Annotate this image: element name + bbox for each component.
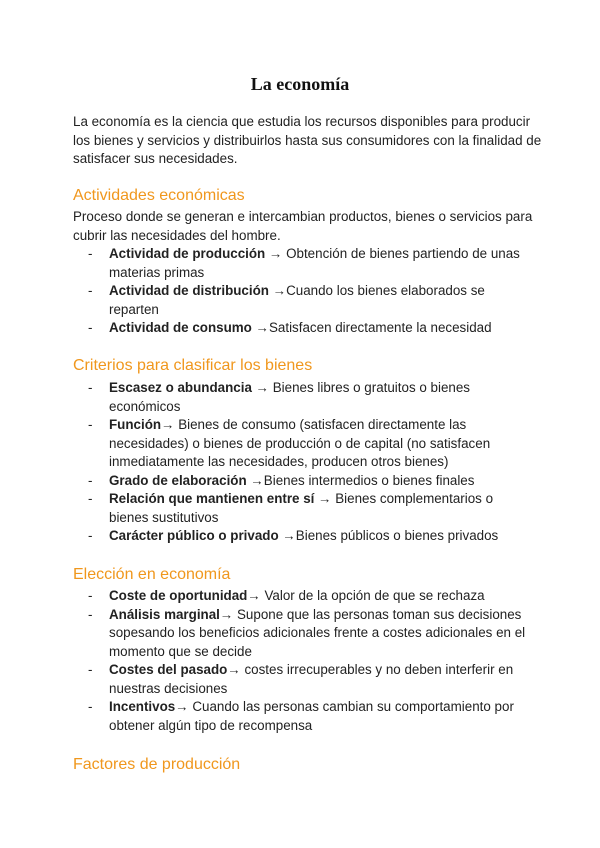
item-text: Cuando las personas cambian su comportamiento por obtener algún tipo de recompensa [109, 699, 514, 733]
arrow-icon: → [255, 320, 269, 335]
bullet-dash: - [88, 283, 93, 298]
list-item [73, 472, 533, 491]
list-item [73, 587, 533, 606]
list-criterios [73, 379, 533, 546]
list-item [73, 490, 533, 527]
list-item [73, 661, 533, 698]
arrow-icon: → [227, 662, 241, 677]
page-title: La economía [250, 74, 350, 94]
arrow-icon: → [161, 417, 175, 432]
section-heading-factores: Factores de producción [73, 756, 241, 773]
item-term: Relación que mantienen entre sí [109, 491, 315, 506]
item-text: Valor de la opción de que se rechaza [260, 588, 485, 603]
list-item [73, 416, 533, 472]
item-text: Obtención de bienes partiendo de unas materias primas [109, 246, 520, 280]
list-item [73, 606, 533, 662]
section-heading-actividades: Actividades económicas [73, 187, 245, 204]
bullet-dash: - [88, 588, 93, 603]
bullet-dash: - [88, 417, 93, 432]
item-text: costes irrecuperables y no deben interferir en nuestras decisiones [109, 662, 514, 696]
list-item [73, 282, 533, 319]
item-term: Análisis marginal [109, 606, 220, 622]
bullet-dash: - [88, 246, 93, 261]
section-heading-eleccion: Elección en economía [73, 566, 231, 583]
item-text: Bienes de consumo (satisfacen directamente las necesidades) o bienes de producción o de capital (no satisfacen inmediatamente las necesidades, producen otros bienes) [109, 417, 491, 469]
arrow-icon: → [247, 588, 261, 603]
list-eleccion [73, 587, 533, 735]
bullet-dash: - [88, 320, 93, 335]
bullet-dash: - [88, 699, 93, 714]
item-text: Bienes complementarios o bienes sustitutivos [109, 491, 494, 525]
item-term: Actividad de consumo [109, 320, 252, 335]
arrow-icon: → [272, 283, 287, 298]
intro-paragraph: La economía es la ciencia que estudia los recursos disponibles para producir los bienes y servicios y distribuirlos hasta sus consumidores con la finalidad de satisfacer sus necesidades. [73, 114, 542, 166]
section-heading-criterios: Criterios para clasificar los bienes [73, 357, 313, 374]
item-term: Costes del pasado [109, 662, 228, 677]
list-item [73, 527, 533, 546]
bullet-dash: - [88, 606, 93, 622]
item-text: Supone que las personas toman sus decisiones sopesando los beneficios adicionales frente a costes adicionales en el momento que se decide [109, 606, 526, 659]
bullet-dash: - [88, 472, 93, 488]
item-term: Actividad de producción [109, 246, 266, 261]
section-description-actividades: Proceso donde se generan e intercambian productos, bienes o servicios para cubrir las necesidades del hombre. [73, 209, 533, 243]
list-item [73, 245, 533, 282]
arrow-icon: → [318, 491, 332, 506]
item-term: Coste de oportunidad [109, 588, 248, 603]
item-text: Satisfacen directamente la necesidad [268, 320, 492, 335]
list-item [73, 698, 533, 735]
item-term: Función [109, 417, 162, 432]
item-term: Grado de elaboración [109, 472, 247, 488]
arrow-icon: → [268, 246, 283, 261]
arrow-icon: → [219, 606, 234, 622]
item-text: Cuando los bienes elaborados se reparten [109, 283, 485, 317]
item-text: Bienes libres o gratuitos o bienes económicos [109, 380, 470, 414]
item-text: Bienes públicos o bienes privados [295, 528, 499, 543]
arrow-icon: → [175, 699, 189, 714]
item-term: Actividad de distribución [109, 283, 269, 298]
item-term: Escasez o abundancia [109, 380, 252, 395]
arrow-icon: → [255, 380, 270, 395]
bullet-dash: - [88, 380, 93, 395]
arrow-icon: → [250, 472, 264, 488]
item-term: Incentivos [109, 699, 176, 714]
arrow-icon: → [282, 528, 296, 543]
list-item [73, 319, 533, 338]
bullet-dash: - [88, 662, 93, 677]
item-term: Carácter público o privado [109, 528, 279, 543]
list-item [73, 379, 533, 416]
list-actividades [73, 245, 533, 338]
bullet-dash: - [88, 528, 93, 543]
item-text: Bienes intermedios o bienes finales [263, 472, 475, 488]
bullet-dash: - [88, 491, 93, 506]
